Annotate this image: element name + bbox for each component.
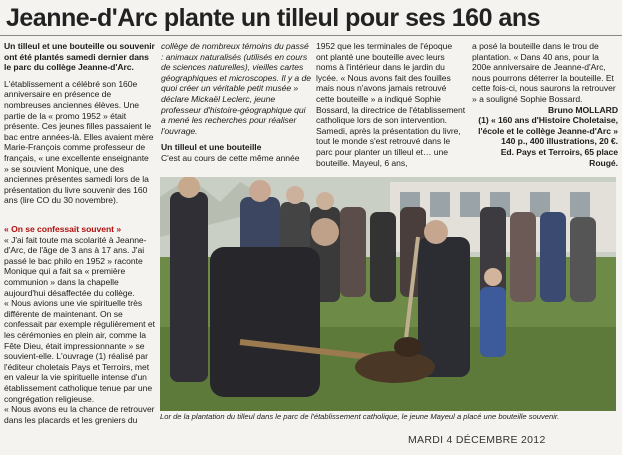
column-2 — [161, 41, 311, 164]
column-1-continued — [4, 222, 155, 430]
column-4 — [472, 41, 618, 168]
publisher-details: Ed. Pays et Terroirs, 65 place Rougé. — [500, 146, 618, 168]
tree-planting-photo — [160, 177, 616, 411]
body-paragraph: a posé la bouteille dans le trou de plantation. « Dans 40 ans, pour la 200e anniversaire de Jeanne-d'Arc, nous pourrons déterrer la bouteille. Et cette fois-ci, nous saurons la retrouver » a souligné Sophie Bossard. — [472, 41, 616, 104]
photo-caption: Lor de la plantation du tilleul dans le parc de l'établissement catholique, le jeune Mayeul a placé une bouteille souvenir. — [160, 412, 560, 421]
book-footnote: (1) « 160 ans d'Histoire Choletaise, l'école et le collège Jeanne-d'Arc » — [478, 115, 618, 136]
body-paragraph: « Nous avons eu la chance de retrouver dans les placards et les greniers du — [4, 404, 155, 425]
column-1 — [4, 41, 155, 206]
quote-text: collège de nombreux témoins du passé : animaux naturalisés (utilisés en cours de sciences naturelles), vieilles cartes géographiques et microscopes. Il y a de quoi créer un véritable petit musée » déclare Mickaël Leclerc, jeune professeur d'histoire-géographique qui a mené les recherches pour réaliser l'ouvrage. — [161, 41, 311, 136]
headline: Jeanne-d'Arc plante un tilleul pour ses 160 ans — [6, 4, 540, 32]
headline-rule — [0, 35, 622, 36]
subheading-confession: « On se confessait souvent » — [4, 224, 122, 234]
column-3 — [316, 41, 466, 168]
lead-paragraph: Un tilleul et une bouteille ou souvenir ont été plantés samedi dernier dans le parc du collège Jeanne-d'Arc. — [4, 41, 155, 73]
publication-date: MARDI 4 DÉCEMBRE 2012 — [408, 434, 546, 446]
book-details: 140 p., 400 illustrations, 20 €. — [501, 136, 618, 147]
subheading-tilleul: Un tilleul et une bouteille — [161, 142, 262, 153]
body-paragraph: C'est au cours de cette même année — [161, 152, 300, 163]
body-paragraph: 1952 que les terminales de l'époque ont planté une bouteille avec leurs noms à l'intérieur dans le jardin du lycée. « Nous avons fait des fouilles mais nous n'avons jamais retrouvé cette bouteille » a indiqué Sophie Bossard, la directrice de l'établissement catholique lors de son intervention. Samedi, après la présentation du livre, tout le monde s'est retrouvé dans le parc pour planter un tilleul et… une bouteille. Mayeul, 6 ans, — [316, 41, 466, 168]
body-paragraph: L'établissement a célébré son 160e anniversaire en présence de nombreuses anciennes élèves. Une partie de la « promo 1952 » était présente. Ces jeunes filles passaient le bac entre années-là. Elles avaient mère Marie-François comme professeur de français, « une excellente enseignante » se souvient Monique, une des anciennes présentes samedi lors de la présentation du livre souvenir des 160 ans (lire CO du 30 novembre). — [4, 78, 154, 206]
photo-illustration — [160, 177, 616, 411]
body-paragraph: « Nous avions une vie spirituelle très différente de maintenant. On se confessait par exemple régulièrement et les cérémonies en plein air, comme la Fête Dieu, était impressionnante » se souvient-elle. L'ouvrage (1) réalisé par l'éditeur choletais Pays et Terroirs, met en valeur la vie spirituelle intense d'un établissement catholique tenue par une congrégation religieuse. — [4, 298, 155, 404]
body-paragraph: « J'ai fait toute ma scolarité à Jeanne-d'Arc, de l'âge de 3 ans à 17 ans. J'ai passé le bac philo en 1952 » raconte Monique qui a fait sa « première communion » dans la chapelle aujourd'hui désaffectée du collège. — [4, 234, 147, 298]
body-paragraph — [161, 41, 311, 136]
author-signature: Bruno MOLLARD — [548, 104, 618, 115]
